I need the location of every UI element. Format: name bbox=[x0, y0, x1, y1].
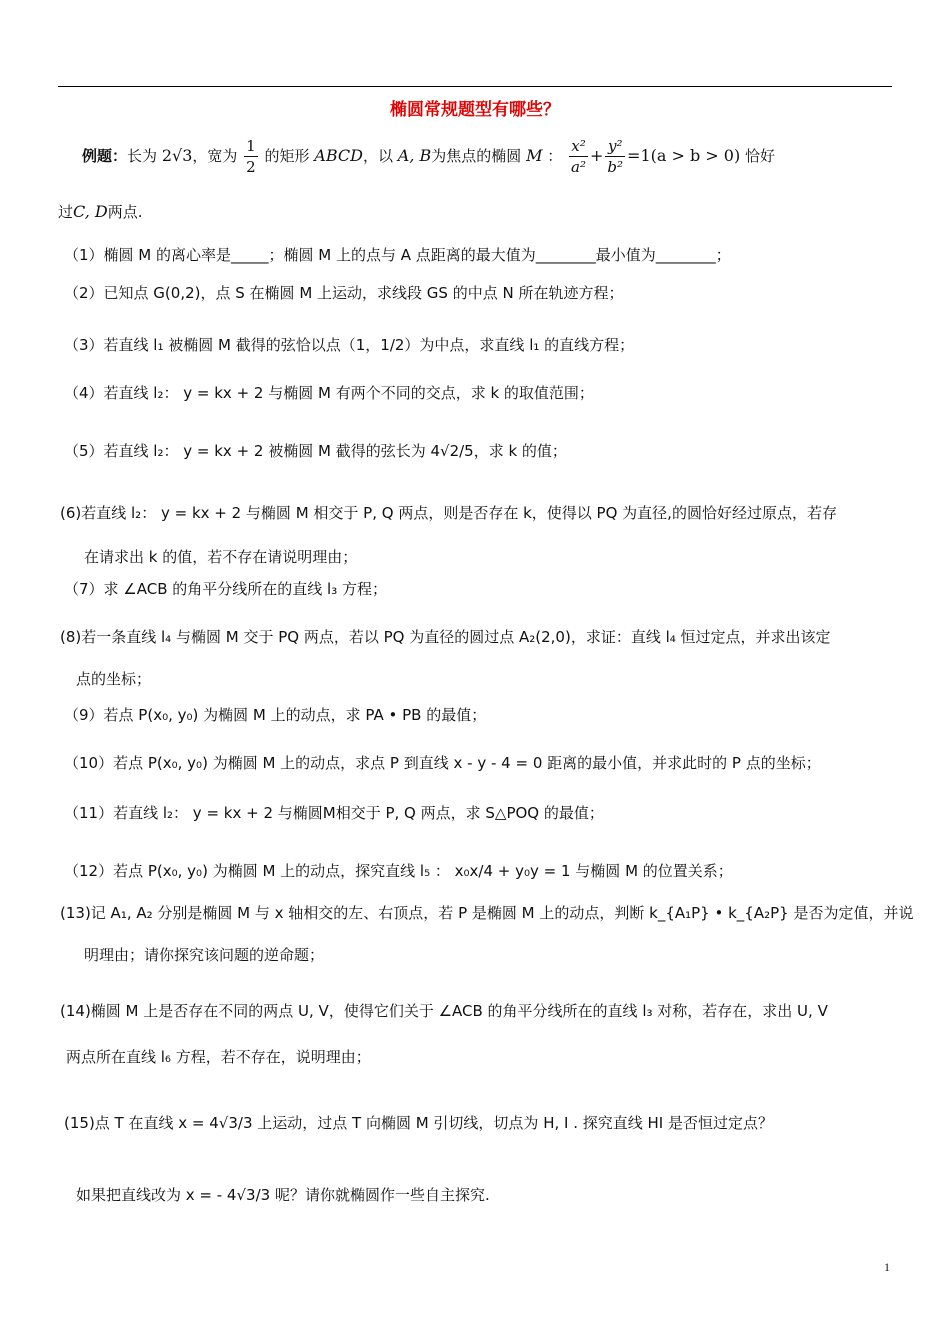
example-text-e: 为焦点的椭圆 bbox=[431, 147, 522, 165]
header-rule bbox=[58, 86, 892, 87]
question-5: （5）若直线 l₂： y = kx + 2 被椭圆 M 截得的弦长为 4√2/5，求 k 的值； bbox=[64, 442, 567, 460]
question-9: （9）若点 P(x₀, y₀) 为椭圆 M 上的动点，求 PA • PB 的最值； bbox=[64, 706, 487, 724]
question-1: （1）椭圆 M 的离心率是_____；椭圆 M 上的点与 A 点距离的最大值为________最小值为________； bbox=[64, 246, 731, 264]
question-7: （7）求 ∠ACB 的角平分线所在的直线 l₃ 方程； bbox=[64, 580, 388, 598]
example-text-g: 过 bbox=[58, 203, 74, 221]
example-foci: A, B bbox=[397, 146, 432, 165]
question-15-line-2: 如果把直线改为 x = - 4√3/3 呢？请你就椭圆作一些自主探究. bbox=[76, 1186, 490, 1204]
question-14-line-2: 两点所在直线 l₆ 方程，若不存在，说明理由； bbox=[66, 1048, 371, 1066]
question-8-line-1: (8)若一条直线 l₄ 与椭圆 M 交于 PQ 两点，若以 PQ 为直径的圆过点 A₂(2,0)，求证：直线 l₄ 恒过定点，并求出该定 bbox=[60, 628, 831, 646]
question-8-line-2: 点的坐标； bbox=[76, 670, 152, 688]
example-text-b: ，宽为 bbox=[192, 147, 238, 165]
example-text-c: 的矩形 bbox=[264, 147, 310, 165]
example-colon: ： bbox=[547, 147, 563, 165]
page-number: 1 bbox=[884, 1260, 890, 1274]
ellipse-eq-x: $\frac{\text{x²}}{\text{a²}}$ bbox=[571, 137, 586, 176]
example-points: C, D bbox=[73, 202, 108, 221]
question-12: （12）若点 P(x₀, y₀) 为椭圆 M 上的动点，探究直线 l₅ ： x₀x/4 + y₀y = 1 与椭圆 M 的位置关系； bbox=[64, 862, 733, 880]
example-text-d: ，以 bbox=[362, 147, 393, 165]
question-11: （11）若直线 l₂： y = kx + 2 与椭圆M相交于 P, Q 两点，求 S△POQ 的最值； bbox=[64, 804, 604, 822]
question-2: （2）已知点 G(0,2)，点 S 在椭圆 M 上运动，求线段 GS 的中点 N 所在轨迹方程； bbox=[64, 284, 624, 302]
question-6-line-2: 在请求出 k 的值，若不存在请说明理由； bbox=[84, 548, 358, 566]
question-15-line-1: (15)点 T 在直线 x = 4√3/3 上运动，过点 T 向椭圆 M 引切线，切点为 H, I . 探究直线 HI 是否恒过定点？ bbox=[64, 1114, 773, 1132]
example-text-f: 恰好 bbox=[745, 147, 776, 165]
page-title: 椭圆常规题型有哪些？ bbox=[390, 100, 560, 120]
example-width-fraction: $\frac{1}{2}$ bbox=[246, 137, 256, 176]
question-10: （10）若点 P(x₀, y₀) 为椭圆 M 上的动点，求点 P 到直线 x - y - 4 = 0 距离的最小值，并求此时的 P 点的坐标； bbox=[64, 754, 821, 772]
example-label: 例题： bbox=[82, 147, 128, 165]
question-6-line-1: (6)若直线 l₂： y = kx + 2 与椭圆 M 相交于 P, Q 两点，则是否存在 k，使得以 PQ 为直径,的圆恰好经过原点，若存 bbox=[60, 504, 837, 522]
example-text-a: 长为 bbox=[127, 147, 158, 165]
example-rect: ABCD bbox=[314, 146, 363, 165]
example-length: 2√3 bbox=[161, 146, 193, 165]
example-ellipse: M bbox=[526, 146, 543, 165]
question-13-line-1: (13)记 A₁, A₂ 分别是椭圆 M 与 x 轴相交的左、右顶点，若 P 是椭圆 M 上的动点，判断 k_{A₁P} • k_{A₂P} 是否为定值，并说 bbox=[60, 904, 914, 922]
example-text-h: 两点. bbox=[107, 203, 143, 221]
example-line-1: 例题：长为 2√3，宽为 $\frac{1}{2}$ 的矩形 ABCD，以 A, B为焦点的椭圆 M ： $\frac{\text{x²}}{\text{a²}}$ + $\frac{\text{y²}}{\text{b²}}$ =1(a > b > 0) 恰好 bbox=[82, 137, 776, 176]
question-13-line-2: 明理由；请你探究该问题的逆命题； bbox=[84, 946, 325, 964]
ellipse-eq-y: $\frac{\text{y²}}{\text{b²}}$ bbox=[607, 137, 624, 176]
question-3: （3）若直线 l₁ 被椭圆 M 截得的弦恰以点（1，1/2）为中点，求直线 l₁ 的直线方程； bbox=[64, 336, 635, 354]
question-4: （4）若直线 l₂： y = kx + 2 与椭圆 M 有两个不同的交点，求 k 的取值范围； bbox=[64, 384, 594, 402]
ellipse-eq-rest: =1(a > b > 0) bbox=[627, 146, 741, 165]
question-14-line-1: (14)椭圆 M 上是否存在不同的两点 U, V，使得它们关于 ∠ACB 的角平分线所在的直线 l₃ 对称，若存在，求出 U, V bbox=[60, 1002, 828, 1020]
example-line-2 bbox=[58, 201, 142, 223]
